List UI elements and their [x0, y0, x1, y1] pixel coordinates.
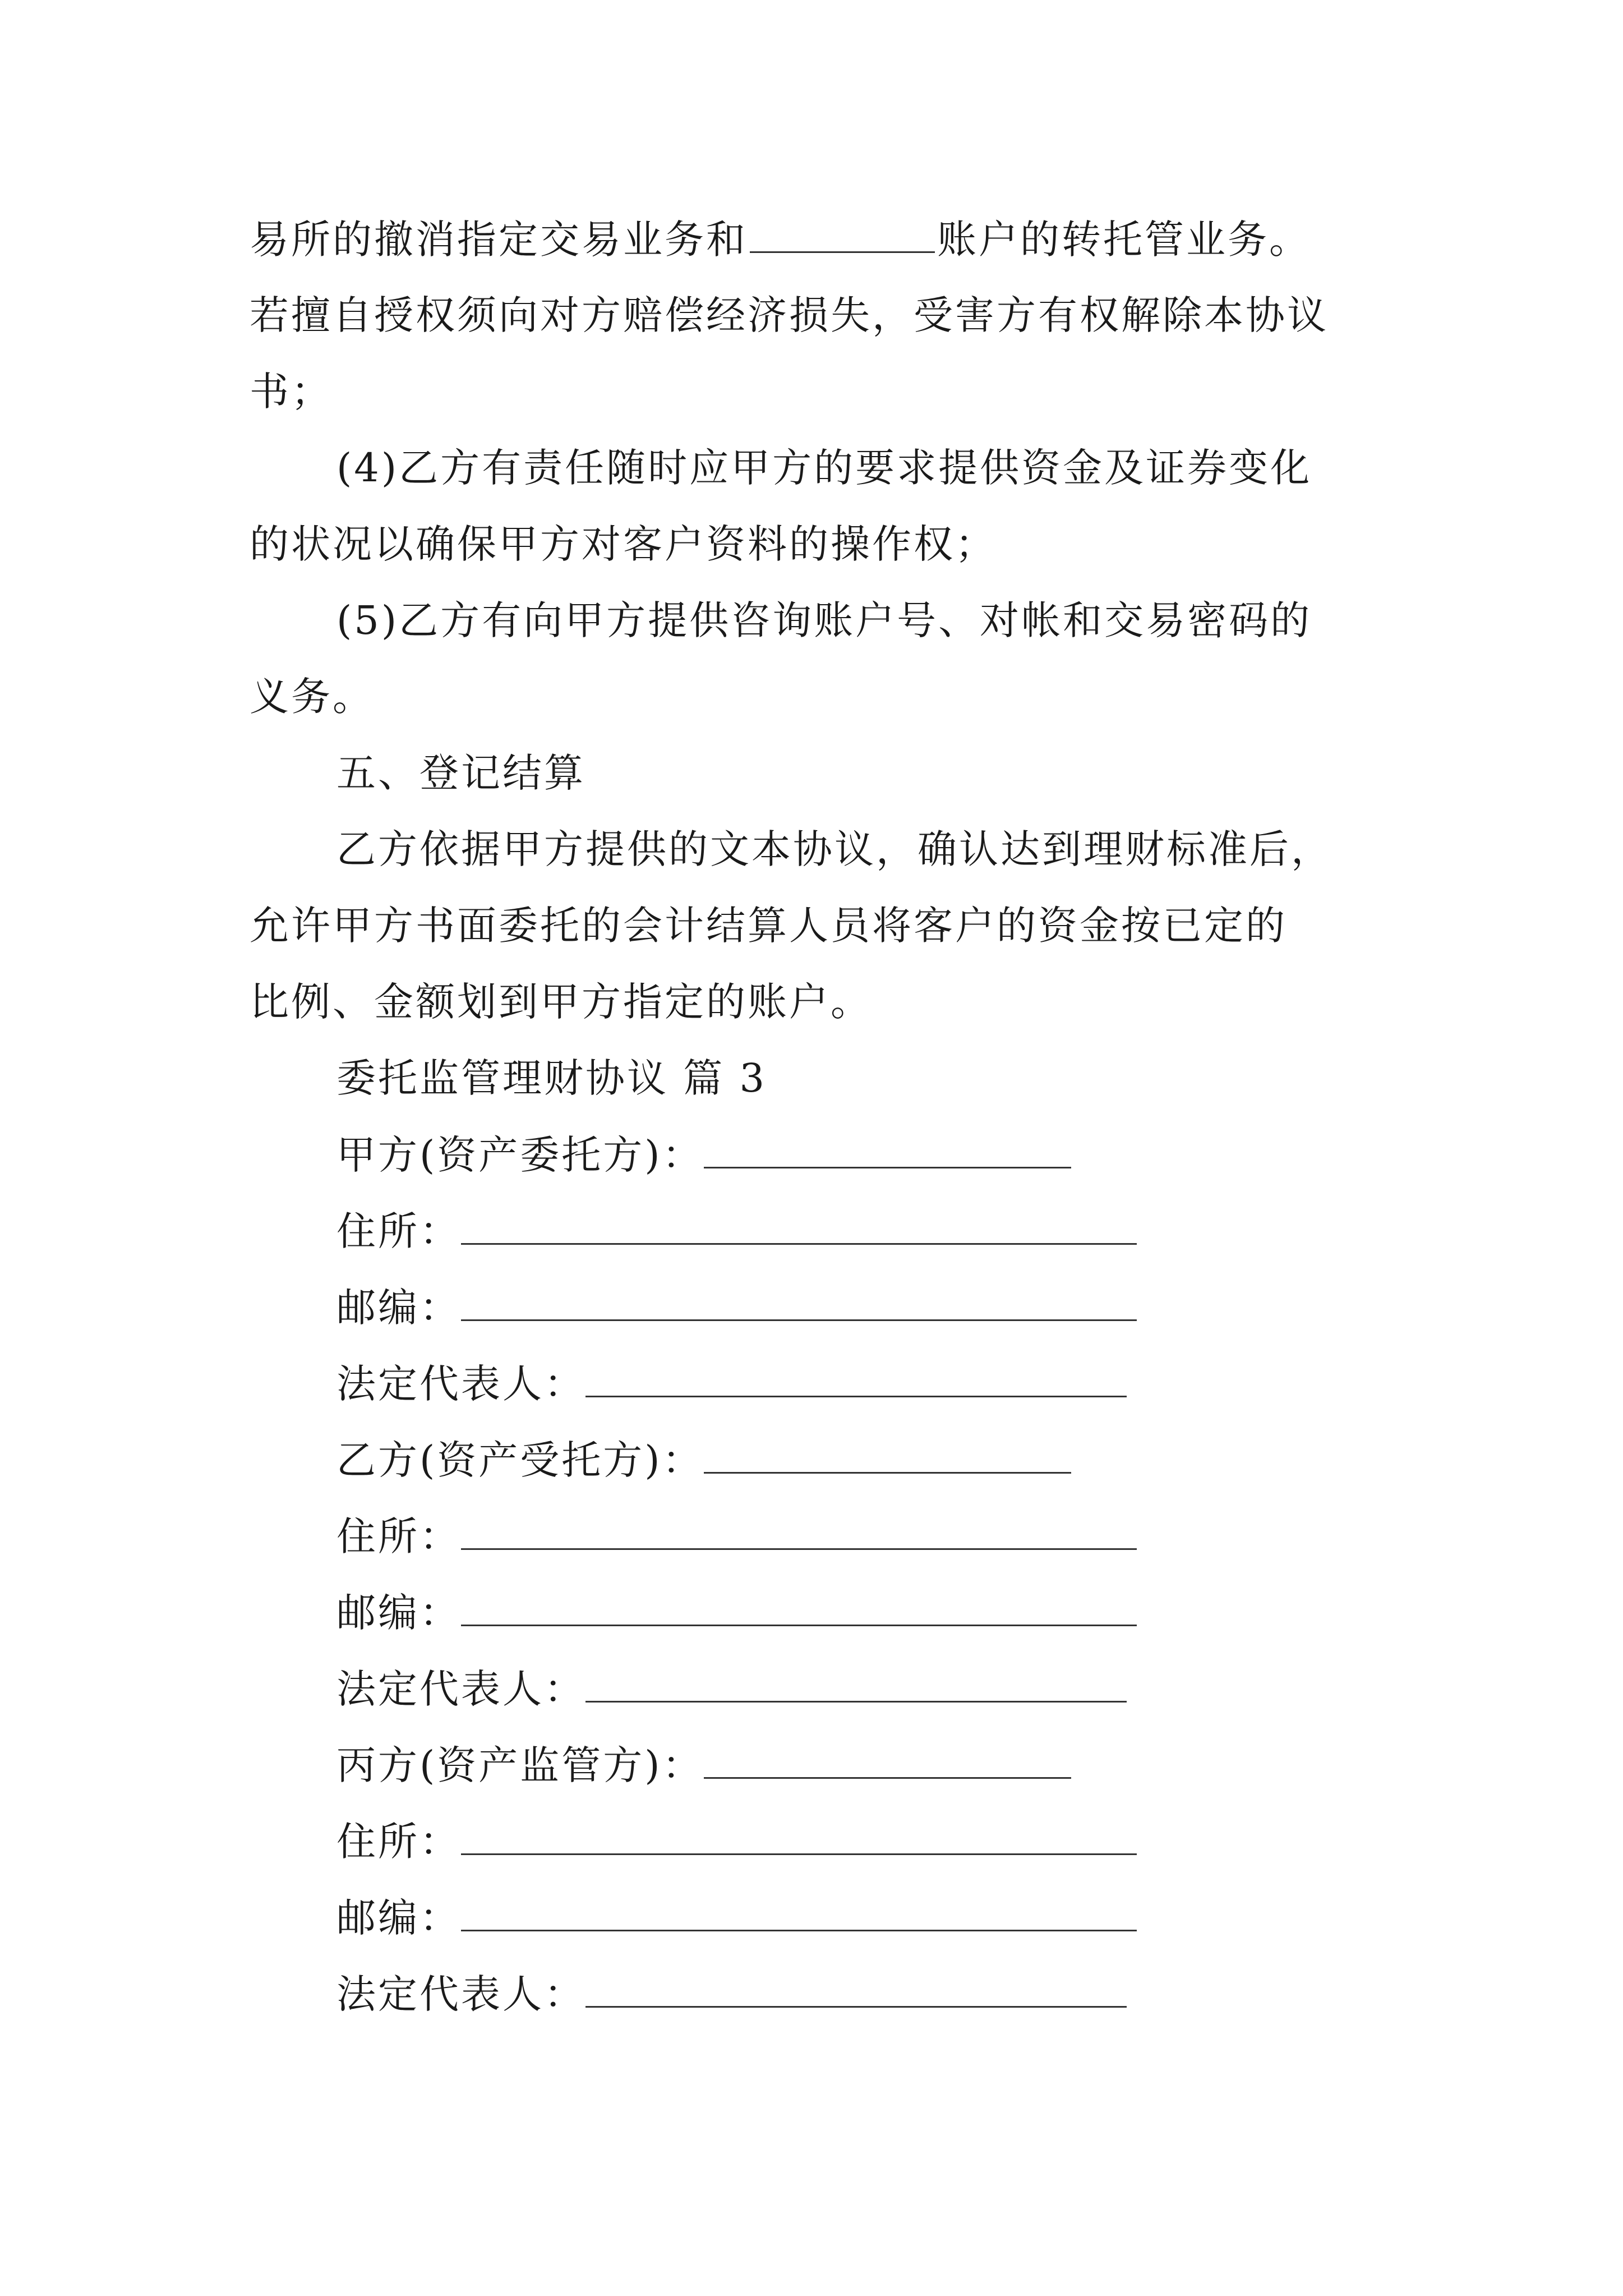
field-label: 甲方(资产委托方)：	[336, 1132, 704, 1178]
field-address	[336, 1509, 1486, 1563]
field-blank[interactable]	[704, 1128, 1071, 1168]
paragraph-line: 书；	[250, 369, 333, 415]
field-party-b	[336, 1433, 1486, 1487]
field-label: 邮编：	[336, 1895, 461, 1941]
line-text: 账户的转托管业务。	[937, 217, 1311, 263]
paragraph-line	[250, 212, 1399, 266]
paragraph-line: 的状况以确保甲方对客户资料的操作权；	[250, 521, 997, 567]
field-legal-rep	[336, 1967, 1486, 2021]
field-blank[interactable]	[461, 1890, 1137, 1931]
field-blank[interactable]	[585, 1967, 1127, 2008]
paragraph-line: 比例、金额划到甲方指定的账户。	[250, 979, 872, 1025]
field-blank[interactable]	[585, 1662, 1127, 1703]
field-label: 法定代表人：	[336, 1361, 585, 1407]
field-address	[336, 1204, 1486, 1258]
field-legal-rep	[336, 1356, 1486, 1410]
field-blank[interactable]	[461, 1585, 1137, 1626]
field-label: 丙方(资产监管方)：	[336, 1742, 704, 1788]
field-label: 住所：	[336, 1819, 461, 1865]
field-address	[336, 1814, 1486, 1868]
field-label: 法定代表人：	[336, 1666, 585, 1712]
field-blank[interactable]	[461, 1814, 1137, 1855]
field-blank[interactable]	[461, 1280, 1137, 1321]
field-blank[interactable]	[704, 1738, 1071, 1779]
field-label: 邮编：	[336, 1285, 461, 1331]
field-blank[interactable]	[704, 1433, 1071, 1474]
paragraph-line: 义务。	[250, 674, 374, 720]
field-blank[interactable]	[461, 1204, 1137, 1245]
field-legal-rep	[336, 1662, 1486, 1715]
blank-field[interactable]	[750, 212, 935, 253]
field-label: 住所：	[336, 1513, 461, 1559]
section-heading: 五、登记结算	[336, 750, 585, 796]
field-label: 邮编：	[336, 1590, 461, 1636]
field-label: 乙方(资产受托方)：	[336, 1437, 704, 1483]
paragraph-line: (4)乙方有责任随时应甲方的要求提供资金及证券变化	[336, 445, 1312, 491]
paragraph-line: 若擅自授权须向对方赔偿经济损失，受害方有权解除本协议	[250, 292, 1329, 338]
paragraph-line: 允许甲方书面委托的会计结算人员将客户的资金按已定的	[250, 903, 1287, 949]
document-title: 委托监管理财协议 篇 3	[336, 1055, 767, 1101]
field-label: 法定代表人：	[336, 1971, 585, 2017]
field-postcode	[336, 1585, 1486, 1639]
field-party-c	[336, 1738, 1486, 1792]
field-postcode	[336, 1280, 1486, 1334]
field-party-a	[336, 1128, 1486, 1181]
field-label: 住所：	[336, 1208, 461, 1254]
paragraph-line: 乙方依据甲方提供的文本协议，确认达到理财标准后，	[336, 826, 1332, 872]
line-text: 易所的撤消指定交易业务和	[250, 217, 748, 263]
paragraph-line: (5)乙方有向甲方提供咨询账户号、对帐和交易密码的	[336, 597, 1312, 643]
field-blank[interactable]	[585, 1356, 1127, 1397]
field-blank[interactable]	[461, 1509, 1137, 1550]
field-postcode	[336, 1890, 1486, 1944]
